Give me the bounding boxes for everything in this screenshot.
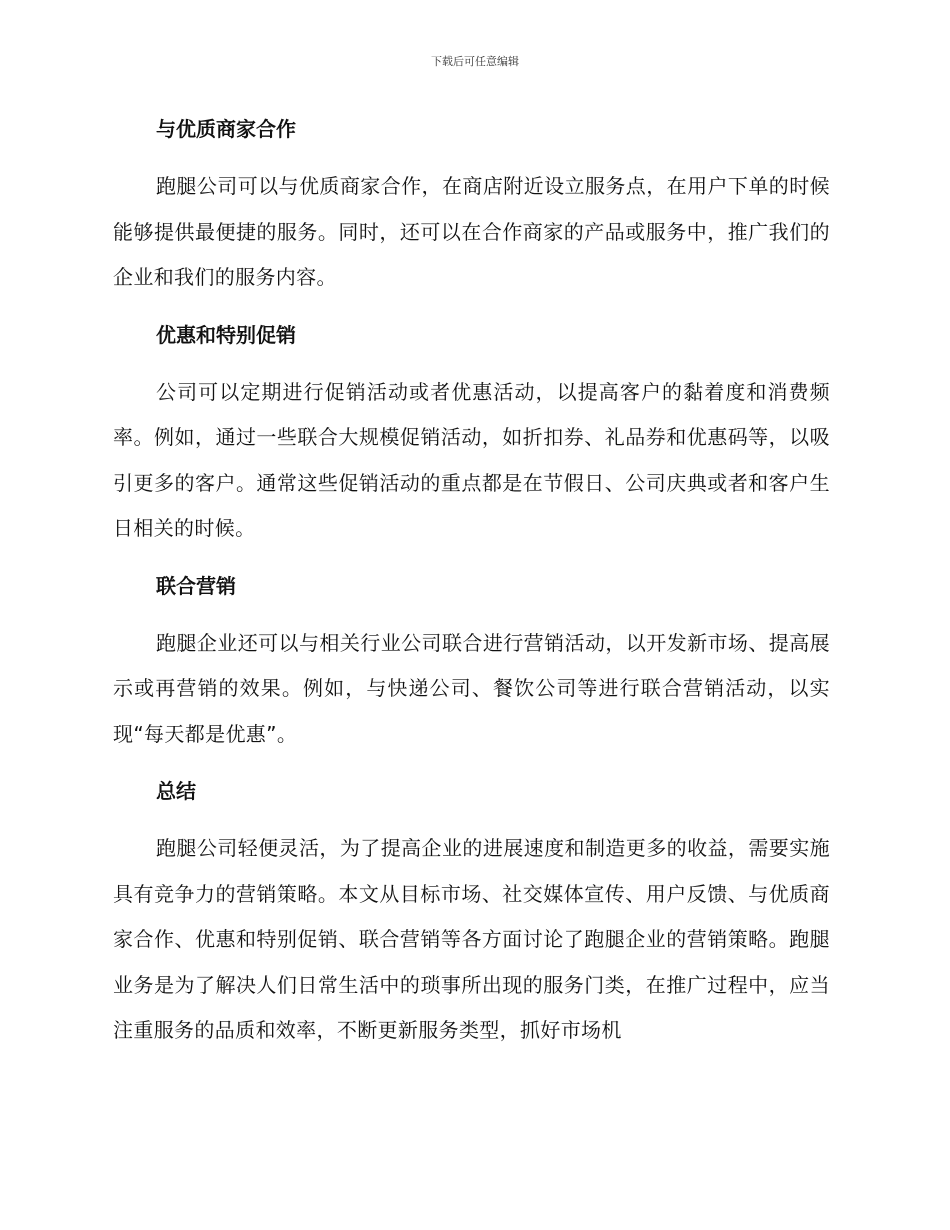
paragraph-merchant-cooperation: 跑腿公司可以与优质商家合作，在商店附近设立服务点，在用户下单的时候能够提供最便捷的服务。同时，还可以在合作商家的产品或服务中，推广我们的企业和我们的服务内容。 <box>113 174 830 289</box>
page-header: 下载后可任意编辑 <box>431 55 519 68</box>
paragraph-summary: 跑腿公司轻便灵活，为了提高企业的进展速度和制造更多的收益，需要实施具有竞争力的营销策略。本文从目标市场、社交媒体宣传、用户反馈、与优质商家合作、优惠和特别促销、联合营销等各方面讨论了跑腿企业的营销策略。跑腿业务是为了解决人们日常生活中的琐事所出现的服务门类，在推广过程中，应当注重服务的品质和效率，不断更新服务类型，抓好市场机 <box>113 836 830 1042</box>
section-heading-joint-marketing: 联合营销 <box>156 573 236 598</box>
paragraph-promotions: 公司可以定期进行促销活动或者优惠活动，以提高客户的黏着度和消费频率。例如，通过一些联合大规模促销活动，如折扣券、礼品券和优惠码等，以吸引更多的客户。通常这些促销活动的重点都是在节假日、公司庆典或者和客户生日相关的时候。 <box>113 379 830 540</box>
paragraph-joint-marketing: 跑腿企业还可以与相关行业公司联合进行营销活动，以开发新市场、提高展示或再营销的效果。例如，与快递公司、餐饮公司等进行联合营销活动，以实现“每天都是优惠”。 <box>113 630 830 746</box>
section-heading-promotions: 优惠和特别促销 <box>156 322 296 347</box>
section-heading-merchant-cooperation: 与优质商家合作 <box>156 117 296 141</box>
document-body <box>113 111 830 1070</box>
section-heading-summary: 总结 <box>156 779 196 803</box>
